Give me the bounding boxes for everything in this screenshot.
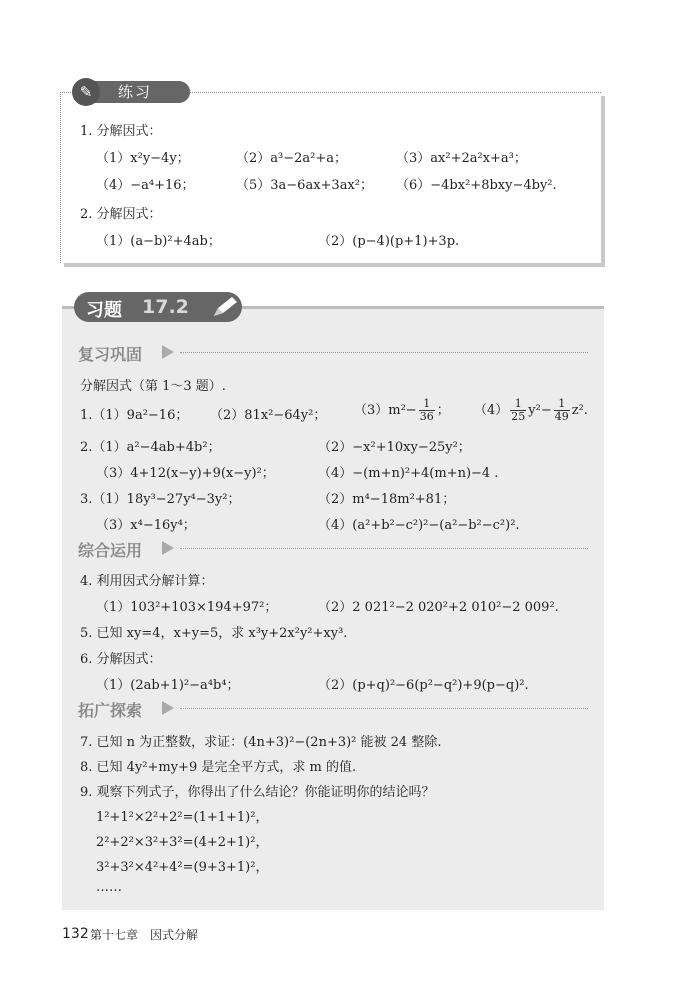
- chapter-title: 第十七章 因式分解: [90, 928, 199, 942]
- heading-divider: [180, 708, 588, 709]
- exercise-q7: 7. 已知 n 为正整数，求证：(4n+3)²−(2n+3)² 能被 24 整除.: [80, 735, 442, 750]
- fraction: [419, 398, 435, 423]
- practice-q2-item: （2）(p−4)(p+1)+3p.: [318, 234, 460, 249]
- fraction-numerator: 1: [554, 398, 570, 411]
- exercise-q9-line: 1²+1²×2²+2²=(1+1+1)²，: [96, 810, 269, 825]
- fraction-numerator: 1: [510, 398, 526, 411]
- exercise-q4-part: （2）2 021²−2 020²+2 010²−2 009².: [318, 600, 559, 615]
- exercise-q8: 8. 已知 4y²+my+9 是完全平方式，求 m 的值.: [80, 760, 357, 775]
- exercise-q5: 5. 已知 xy=4，x+y=5，求 x³y+2x²y²+xy³.: [80, 626, 348, 641]
- fraction-denominator: 36: [419, 410, 434, 423]
- exercise-number: 17.2: [142, 296, 189, 318]
- fraction-denominator: 25: [511, 410, 526, 423]
- heading-divider: [180, 352, 588, 353]
- fraction-numerator: 1: [419, 398, 435, 411]
- practice-title: 练习: [118, 83, 153, 101]
- section-heading-review: 复习巩固: [78, 345, 143, 364]
- expr-text: y²−: [528, 403, 552, 418]
- expr-text: （4）: [474, 403, 509, 418]
- exercise-q3-part: （4）(a²+b²−c²)²−(a²−b²−c²)².: [318, 518, 520, 533]
- pencil-icon: ✎: [72, 78, 100, 106]
- exercise-q9: 9. 观察下列式子，你得出了什么结论？你能证明你的结论吗？: [80, 785, 435, 800]
- arrow-icon: [162, 701, 174, 715]
- expr-text: （3）m²−: [354, 403, 417, 418]
- expr-text: z².: [571, 403, 588, 418]
- practice-q1-item: （2）a³−2a²+a；: [236, 151, 348, 166]
- heading-divider: [180, 548, 588, 549]
- practice-title-tab: [90, 81, 190, 103]
- page-number: 132: [62, 926, 89, 942]
- arrow-icon: [162, 345, 174, 359]
- exercise-q1-part: （2）81x²−64y²；: [210, 408, 327, 423]
- section-heading-application: 综合运用: [78, 541, 143, 560]
- fraction-denominator: 49: [554, 410, 569, 423]
- exercise-q4-part: （1）103²+103×194+97²；: [96, 600, 278, 615]
- practice-q1-item: （5）3a−6ax+3ax²；: [236, 178, 373, 193]
- exercise-q1-part: 1.（1）9a²−16；: [80, 408, 189, 423]
- exercise-q2-part: （2）−x²+10xy−25y²；: [318, 440, 471, 455]
- fraction: [510, 398, 526, 423]
- exercise-q6-part: （2）(p+q)²−6(p²−q²)+9(p−q)².: [318, 678, 529, 693]
- exercise-title: 习题: [86, 300, 122, 321]
- arrow-icon: [162, 541, 174, 555]
- fraction: [554, 398, 570, 423]
- section-heading-extension: 拓广探索: [78, 701, 143, 720]
- exercise-q1-part3: [354, 398, 450, 423]
- exercise-q2-part: 2.（1）a²−4ab+4b²；: [80, 440, 221, 455]
- exercise-q6-head: 6. 分解因式：: [80, 652, 162, 667]
- practice-q2-item: （1）(a−b)²+4ab；: [96, 234, 221, 249]
- pencil-icon: [210, 296, 240, 318]
- exercise-q6-part: （1）(2ab+1)²−a⁴b⁴；: [96, 678, 240, 693]
- exercise-q9-line: 2²+2²×3²+3²=(4+2+1)²，: [96, 835, 269, 850]
- practice-q2-head: 2. 分解因式：: [80, 207, 162, 222]
- exercise-q2-part: （4）−(m+n)²+4(m+n)−4 .: [318, 466, 499, 481]
- practice-q1-item: （6）−4bx²+8bxy−4by².: [396, 178, 557, 193]
- exercise-q9-line: ……: [96, 880, 122, 895]
- practice-q1-item: （4）−a⁴+16；: [96, 178, 195, 193]
- practice-q1-head: 1. 分解因式：: [80, 124, 162, 139]
- exercise-q2-part: （3）4+12(x−y)+9(x−y)²；: [96, 466, 275, 481]
- exercise-q9-line: 3²+3²×4²+4²=(9+3+1)²，: [96, 860, 269, 875]
- exercise-intro: 分解因式（第 1～3 题）.: [80, 379, 226, 394]
- expr-text: ；: [436, 403, 450, 418]
- exercise-q1-part4: [474, 398, 588, 423]
- practice-q1-item: （1）x²y−4y；: [96, 151, 190, 166]
- exercise-q3-part: 3.（1）18y³−27y⁴−3y²；: [80, 492, 241, 507]
- exercise-q3-part: （2）m⁴−18m²+81；: [318, 492, 456, 507]
- practice-q1-item: （3）ax²+2a²x+a³；: [396, 151, 527, 166]
- exercise-q3-part: （3）x⁴−16y⁴；: [96, 518, 196, 533]
- exercise-q4-head: 4. 利用因式分解计算：: [80, 574, 214, 589]
